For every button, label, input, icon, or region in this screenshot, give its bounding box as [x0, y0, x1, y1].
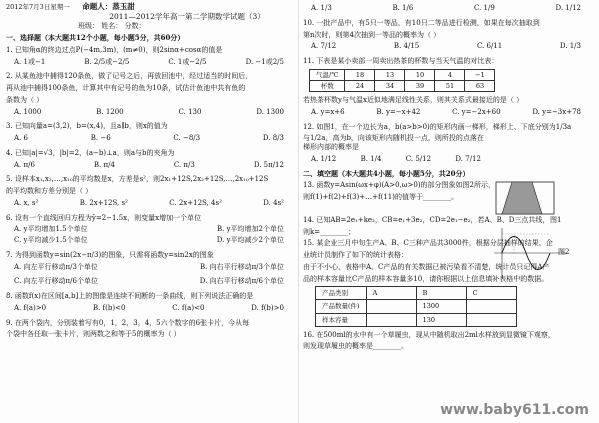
q3-options [6, 134, 296, 143]
table-cell: 杯数 [310, 80, 345, 91]
figure-2-label: 图2 [558, 248, 570, 256]
figure-1 [492, 178, 562, 229]
table-header-cell: A [366, 287, 416, 300]
date-line: 2012年7月3日星期一 [6, 3, 70, 11]
q4-text: 4. 已知|a|=√3，|b|=2，(a−b)⊥a，则a与b的夹角为 [6, 148, 175, 157]
q10-options [303, 42, 593, 51]
q10-text-2: 第n次时，则第4次抽到一等品的概率为（ ） [303, 30, 441, 39]
table-cell [366, 313, 416, 326]
q4-options [6, 161, 296, 170]
q9-options [303, 4, 593, 13]
q1-options [6, 58, 296, 67]
table-cell: 63 [465, 80, 495, 91]
q14-text-1: 14. 已知AB=2e₁+ke₂，CB=e₁+3e₂，CD=2e₁−e₂，若A、B、D三点共线， [303, 215, 550, 224]
q7-option-c: C. 向左平行移动π/6个单位 [14, 277, 98, 286]
q3-option-a: A. 6 [14, 134, 28, 142]
table-row [316, 287, 517, 300]
table-cell: 51 [435, 80, 465, 91]
q5-text-1: 5. 设样本x₁,x₂,…,x₁₀的平均数是x，方差是s²，则2x₁+12S,2x₂+12S,…,2x₁₀+12S [6, 175, 269, 184]
table-cell: 18 [345, 69, 375, 80]
q5-options [6, 199, 296, 208]
q4-option-d: D. 5π/12 [253, 160, 284, 169]
q8-option-b: B. f(b)<0 [92, 303, 126, 312]
q10-option-c: C. 6/11 [476, 42, 503, 51]
table-cell: 4 [435, 69, 465, 80]
q15-text-2: 业统计员制作了如下的统计表格： [303, 251, 408, 259]
q9-text-1: 9. 在两个袋内，分别装着写有0，1，2，3，4，5六个数字的6张卡片，今从每 [6, 318, 250, 327]
q7-option-a: A. 向左平行移动π/3个单位 [14, 262, 98, 271]
q2-text-3: 条数为（ ） [6, 95, 44, 104]
q12-option-b: B. 1/4 [360, 154, 382, 163]
q8-option-a: A. f(a)>0 [14, 303, 47, 312]
table-header-cell: C [466, 287, 516, 300]
q12-text-2: 与1/2a，高为b，向该矩形内随机投一点，则所投的点落在梯形内部的概率是 [303, 134, 484, 151]
q3-option-b: B. −6 [90, 134, 111, 142]
temperature-cups-table [309, 69, 495, 92]
q11-option-d: D. y=−3x+78 [532, 107, 581, 116]
q5-option-c: C. 2x+12S, 4s² [169, 198, 222, 207]
q2-option-c: C. 130 [178, 107, 202, 116]
table-row [316, 313, 517, 326]
q4-option-a: A. π/6 [14, 160, 35, 169]
q8-text: 8. 函数f(x)在区间[a,b]上的图像是连续不间断的一条曲线，则下列说法正确的是 [6, 292, 254, 300]
q1-text: 1. 已知角α的终边过点P(−4m,3m)，(m≠0)，则2sinα+cosα的值是 [6, 45, 223, 54]
q5-option-d: D. 4s² [263, 198, 284, 207]
q1-option-c: C. 1或−2/5 [168, 57, 207, 66]
q8-options [6, 304, 296, 313]
q5-option-a: A. x, s² [14, 198, 39, 207]
table-cell: 气温/℃ [310, 69, 345, 80]
header-line [6, 2, 135, 11]
q9-text-2: 个袋中各任取一张卡片，则两数之和等于5的概率为（ ） [6, 330, 181, 339]
table-cell [366, 300, 416, 313]
table-cell: 13 [375, 69, 405, 80]
q4-option-b: B. π/4 [93, 160, 115, 169]
exam-subtitle: 班级： 姓名： 分数： [78, 22, 146, 30]
q4-option-c: C. π/3 [173, 160, 195, 169]
q9-option-b: B. 1/6 [392, 4, 414, 12]
table-cell: 24 [345, 80, 375, 91]
q8-option-d: D. f(b)>0 [251, 303, 284, 312]
table-row [316, 300, 517, 313]
q6-options-row-1 [6, 225, 296, 234]
q2-option-a: A. 1000 [14, 107, 42, 116]
table-row [310, 69, 495, 80]
exam-title: 2011—2012学年高一第二学期数学试题（3） [109, 12, 265, 21]
q11-option-a: A. y=x+6 [311, 107, 345, 116]
section-2-heading: 二、填空题（本大题共4小题，每小题5分，共20分） [303, 169, 470, 178]
q3-option-c: C. −8/3 [173, 134, 201, 142]
figure-2 [492, 226, 568, 283]
q6-options-row-2 [6, 236, 296, 245]
q3-option-d: D. 8/3 [262, 134, 284, 142]
q1-option-b: B. 2/5或−2/5 [84, 57, 130, 66]
q9-option-c: C. 1/9 [473, 4, 495, 12]
q11-option-b: B. y=−x+42 [376, 107, 421, 116]
q7-option-d: D. 向右平行移动π/6个单位 [199, 277, 284, 286]
q14-text-2: 则k=________； [303, 227, 356, 236]
q12-options [303, 155, 493, 164]
q8-option-c: C. f(a)<0 [172, 303, 205, 312]
q2-options [6, 108, 296, 117]
q5-option-b: B. 2x+12S, s² [79, 198, 128, 207]
q7-text: 7. 为得到函数y=sin(2x−π/3)的图象，只需将函数y=sin2x的图象 [6, 250, 214, 259]
q1-option-d: D. −1或2/5 [245, 57, 284, 66]
q16-text-1: 16. 在500ml的水中有一个草履虫，现从中随机取出2ml水样放到显微镜下观察， [303, 330, 555, 339]
table-cell: −1 [465, 69, 495, 80]
q6-option-a: A. y平均增加1.5个单位 [14, 225, 88, 234]
watermark: www.baby611.com [440, 401, 589, 418]
table-cell: 样本容量 [316, 313, 367, 326]
author: 命题人：蒸玉甜 [82, 2, 135, 11]
q12-text-1: 12. 如图1，在一个边长为a，b(a>b>0)的矩形内画一梯形，梯形上、下底分别为1/3a [303, 122, 572, 131]
figure-1-label: 图1 [550, 216, 562, 224]
q5-text-2: 的平均数和方差分别是（ ） [6, 187, 93, 195]
table-cell: 产品数量(件) [316, 300, 367, 313]
q2-text-1: 2. 从某鱼池中捕得120条鱼，做了记号之后，再放回池中，经过适当的时间后， [6, 72, 253, 81]
q1-option-a: A. 1或−1 [14, 57, 46, 66]
table-cell: 1300 [416, 300, 466, 313]
table-row [310, 80, 495, 91]
left-column [6, 34, 296, 342]
table-cell: 39 [405, 80, 435, 91]
q7-option-b: B. 向右平行移动π/3个单位 [199, 262, 284, 271]
q10-option-d: D. 1/3 [559, 42, 581, 51]
q11-options [303, 108, 593, 117]
q10-text-1: 10. 一批产品中，有5只一等品，有10只二等品进行检测，如果在每次抽取到 [303, 18, 540, 27]
product-sample-table [315, 286, 517, 326]
q16-text-2: 则发现草履虫的概率是________。 [303, 342, 408, 351]
q3-text: 3. 已知向量a=(3,2)，b=(x,4)，且a∥b，则x的值为 [6, 122, 168, 131]
q7-options-row-2 [6, 277, 296, 286]
q10-option-a: A. 7/12 [311, 42, 337, 51]
q15-text-4: 品的样本容量比C产品的样本容量多10，请你根据以上信息填补表格中的数据。 [303, 274, 549, 283]
q6-option-d: D. y平均减少2个单位 [216, 236, 284, 244]
q9-option-d: D. 1/12 [555, 4, 581, 12]
q12-option-a: A. 1/12 [311, 154, 337, 163]
table-cell: 130 [416, 313, 466, 326]
table-cell [466, 300, 516, 313]
q13-text-2: 则f(1)+f(2)+f(3)+…+f(11)的值等于________。 [303, 193, 458, 201]
table-cell: 10 [405, 69, 435, 80]
q11-text-2: 若热茶杯数y与气温x近似地满足线性关系，则其关系式最接近的是（ ） [303, 96, 524, 104]
q15-text-1: 15. 某企业三月中旬生产A、B、C三种产品共3000件，根据分层抽样的结果，企 [303, 239, 553, 248]
q6-text: 6. 设有一个直线回归方程为ŷ=2−1.5x，则变量x增加一个单位 [6, 213, 202, 222]
q6-option-b: B. y平均增加2个单位 [216, 225, 284, 234]
q9-option-a: A. 1/3 [311, 4, 332, 12]
q13-text-1: 13. 函数y=Asin(ωx+φ)(A>0,ω>0)的部分图象如图2所示， [303, 181, 495, 190]
table-cell: 34 [375, 80, 405, 91]
q10-option-b: B. 4/15 [393, 42, 420, 51]
column-divider [298, 0, 299, 423]
q2-text-2: 再从池中捕得100条鱼，计算其中有记号的鱼为10条，试估计鱼池中共有鱼的 [6, 84, 246, 92]
table-cell [466, 313, 516, 326]
table-header-cell: 产品类别 [316, 287, 367, 300]
sine-graph-diagram [492, 226, 568, 280]
q2-option-b: B. 1200 [96, 107, 124, 116]
q6-option-c: C. y平均减少1.5个单位 [14, 236, 88, 244]
q11-option-c: C. y=−2x+60 [452, 107, 501, 116]
q7-options-row-1 [6, 263, 296, 272]
table-header-cell: B [416, 287, 466, 300]
q11-text: 11. 下表是某小卖部一周卖出热茶的杯数与当天气温的对比表： [303, 57, 499, 65]
q2-option-d: D. 1300 [256, 107, 284, 116]
section-1-heading: 一、选择题（本大题共12个小题，每小题5分，共60分） [6, 34, 185, 42]
q15-text-3: 由于不小心，表格中A、C产品的有关数据已被污染看不清楚，统计员只记得A产 [303, 262, 550, 271]
q12-option-c: C. 5/12 [405, 154, 432, 163]
q12-option-d: D. 7/12 [455, 154, 481, 163]
